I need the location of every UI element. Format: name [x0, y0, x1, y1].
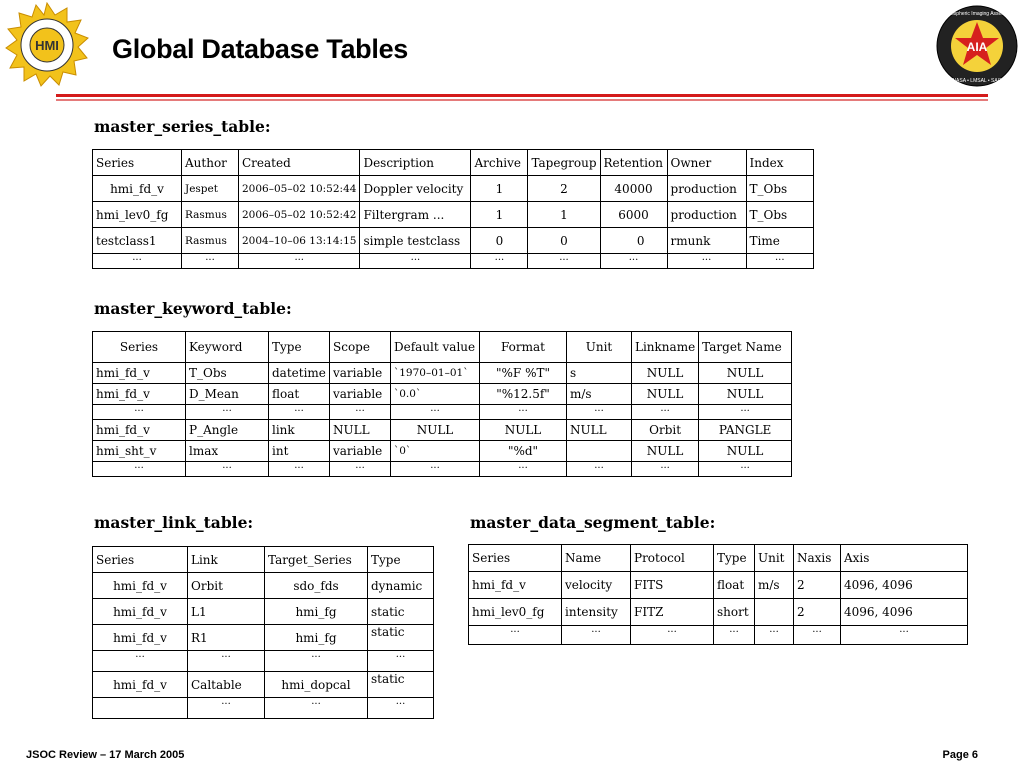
header-cell: Tapegroup — [528, 150, 600, 176]
table-cell: NULL — [699, 384, 792, 405]
table-cell: Rasmus — [182, 228, 239, 254]
table-row — [93, 599, 434, 625]
ellipsis-cell: ... — [391, 462, 480, 477]
header-cell: Owner — [667, 150, 746, 176]
ellipsis-cell: ... — [269, 405, 330, 420]
table-cell: `0` — [391, 441, 480, 462]
ellipsis-cell: ... — [239, 254, 360, 269]
table-cell: hmi_fd_v — [93, 599, 188, 625]
ellipsis-cell: ... — [841, 626, 968, 645]
header-cell: Unit — [567, 332, 632, 363]
table-cell: T_Obs — [746, 202, 813, 228]
table-cell: Orbit — [632, 420, 699, 441]
header-cell: Type — [714, 545, 755, 572]
aia-ring-bottom-text: NASA • LMSAL • SAO — [952, 78, 1002, 84]
table-cell: FITS — [631, 572, 714, 599]
table-row — [469, 599, 968, 626]
table-cell: NULL — [330, 420, 391, 441]
ellipsis-cell: ... — [93, 405, 186, 420]
ellipsis-cell: ... — [528, 254, 600, 269]
table-cell: datetime — [269, 363, 330, 384]
table-cell: 2006–05–02 10:52:44 — [239, 176, 360, 202]
ellipsis-cell — [93, 698, 188, 719]
header-cell: Target Name — [699, 332, 792, 363]
ellipsis-cell: ... — [632, 405, 699, 420]
table-cell: m/s — [755, 572, 794, 599]
table-cell: hmi_sht_v — [93, 441, 186, 462]
table-cell: hmi_fd_v — [469, 572, 562, 599]
ellipsis-cell: ... — [368, 651, 434, 672]
table-cell: FITZ — [631, 599, 714, 626]
table-cell: hmi_fd_v — [93, 384, 186, 405]
ellipsis-cell: ... — [632, 462, 699, 477]
ellipsis-cell: ... — [391, 405, 480, 420]
header-cell: Description — [360, 150, 471, 176]
table-cell: T_Obs — [746, 176, 813, 202]
table-cell: float — [714, 572, 755, 599]
table-cell: 2006–05–02 10:52:42 — [239, 202, 360, 228]
table-cell: NULL — [632, 384, 699, 405]
table-cell: 1 — [471, 202, 528, 228]
table-cell: NULL — [699, 363, 792, 384]
ellipsis-cell: ... — [567, 405, 632, 420]
table-cell: hmi_fd_v — [93, 176, 182, 202]
table-cell: velocity — [562, 572, 631, 599]
title-rule-shadow — [56, 99, 988, 101]
table-row — [93, 420, 792, 441]
ellipsis-cell: ... — [368, 698, 434, 719]
title-rule — [56, 94, 988, 97]
table-cell: int — [269, 441, 330, 462]
table-row — [469, 572, 968, 599]
table-cell: "%12.5f" — [480, 384, 567, 405]
ellipsis-cell: ... — [186, 462, 269, 477]
ellipsis-cell: ... — [360, 254, 471, 269]
ellipsis-cell: ... — [182, 254, 239, 269]
table-cell: static — [368, 599, 434, 625]
table-cell: testclass1 — [93, 228, 182, 254]
table-cell: 0 — [600, 228, 667, 254]
segment-table-label: master_data_segment_table: — [470, 513, 716, 532]
ellipsis-cell: ... — [186, 405, 269, 420]
table-cell: 40000 — [600, 176, 667, 202]
ellipsis-cell: ... — [188, 651, 265, 672]
header-cell: Author — [182, 150, 239, 176]
table-cell: hmi_fd_v — [93, 420, 186, 441]
table-cell: dynamic — [368, 573, 434, 599]
ellipsis-cell: ... — [562, 626, 631, 645]
ellipsis-cell: ... — [269, 462, 330, 477]
ellipsis-cell: ... — [471, 254, 528, 269]
table-cell: hmi_fg — [265, 599, 368, 625]
table-cell — [567, 441, 632, 462]
aia-logo-text: AIA — [966, 40, 988, 54]
table-cell: link — [269, 420, 330, 441]
table-cell: Rasmus — [182, 202, 239, 228]
ellipsis-cell: ... — [746, 254, 813, 269]
table-cell: 2 — [528, 176, 600, 202]
table-cell: R1 — [188, 625, 265, 651]
hmi-logo-icon — [4, 2, 90, 88]
table-row — [93, 625, 434, 651]
table-cell: Doppler velocity — [360, 176, 471, 202]
master-data-segment-table — [468, 544, 968, 645]
ellipsis-row — [93, 651, 434, 672]
footer-page-number: Page 6 — [942, 749, 978, 761]
ellipsis-cell: ... — [93, 651, 188, 672]
table-cell: static — [368, 672, 434, 698]
master-keyword-table — [92, 331, 792, 477]
table-cell: hmi_fg — [265, 625, 368, 651]
header-cell: Series — [469, 545, 562, 572]
table-row — [93, 202, 814, 228]
table-cell: production — [667, 176, 746, 202]
header-cell: Unit — [755, 545, 794, 572]
table-cell: Caltable — [188, 672, 265, 698]
aia-ring-top-text: Atmospheric Imaging Assembly — [942, 11, 1012, 17]
link-table-label: master_link_table: — [94, 513, 254, 532]
header-cell: Protocol — [631, 545, 714, 572]
table-cell: variable — [330, 363, 391, 384]
slide-title: Global Database Tables — [112, 34, 409, 64]
ellipsis-cell: ... — [600, 254, 667, 269]
keyword-table-label: master_keyword_table: — [94, 299, 292, 318]
header-cell: Keyword — [186, 332, 269, 363]
table-row — [93, 363, 792, 384]
ellipsis-cell: ... — [480, 462, 567, 477]
header-cell: Name — [562, 545, 631, 572]
table-cell: NULL — [632, 441, 699, 462]
table-cell: 1 — [528, 202, 600, 228]
table-row — [93, 176, 814, 202]
header-cell: Link — [188, 547, 265, 573]
table-cell: 2004–10–06 13:14:15 — [239, 228, 360, 254]
table-cell: "%d" — [480, 441, 567, 462]
table-cell: 6000 — [600, 202, 667, 228]
table-cell: hmi_fd_v — [93, 672, 188, 698]
header-cell: Scope — [330, 332, 391, 363]
table-cell: simple testclass — [360, 228, 471, 254]
table-cell: NULL — [391, 420, 480, 441]
table-cell: hmi_dopcal — [265, 672, 368, 698]
ellipsis-cell: ... — [469, 626, 562, 645]
table-cell: m/s — [567, 384, 632, 405]
ellipsis-cell: ... — [631, 626, 714, 645]
series-table-label: master_series_table: — [94, 117, 271, 136]
ellipsis-cell: ... — [567, 462, 632, 477]
table-row — [93, 573, 434, 599]
table-cell: P_Angle — [186, 420, 269, 441]
footer-date: JSOC Review – 17 March 2005 — [26, 749, 185, 761]
ellipsis-cell: ... — [480, 405, 567, 420]
table-cell: hmi_fd_v — [93, 625, 188, 651]
table-cell: Orbit — [188, 573, 265, 599]
ellipsis-row — [93, 405, 792, 420]
header-cell: Linkname — [632, 332, 699, 363]
aia-logo-icon — [934, 4, 1020, 88]
table-cell: PANGLE — [699, 420, 792, 441]
ellipsis-row — [469, 626, 968, 645]
table-cell: intensity — [562, 599, 631, 626]
table-cell: static — [368, 625, 434, 651]
header-cell: Target_Series — [265, 547, 368, 573]
ellipsis-cell: ... — [188, 698, 265, 719]
table-cell: Jespet — [182, 176, 239, 202]
table-cell: Filtergram ... — [360, 202, 471, 228]
ellipsis-cell: ... — [265, 698, 368, 719]
ellipsis-cell: ... — [755, 626, 794, 645]
table-cell: NULL — [480, 420, 567, 441]
table-cell: hmi_fd_v — [93, 363, 186, 384]
table-cell: hmi_fd_v — [93, 573, 188, 599]
table-header-row — [93, 332, 792, 363]
table-row — [93, 228, 814, 254]
ellipsis-cell: ... — [93, 254, 182, 269]
table-cell: variable — [330, 384, 391, 405]
header-cell: Type — [368, 547, 434, 573]
ellipsis-cell: ... — [794, 626, 841, 645]
header-cell: Axis — [841, 545, 968, 572]
header-cell: Retention — [600, 150, 667, 176]
table-cell: D_Mean — [186, 384, 269, 405]
table-cell: NULL — [632, 363, 699, 384]
table-cell: production — [667, 202, 746, 228]
header-cell: Series — [93, 547, 188, 573]
header-cell: Naxis — [794, 545, 841, 572]
table-cell: NULL — [567, 420, 632, 441]
table-cell — [755, 599, 794, 626]
ellipsis-cell: ... — [330, 462, 391, 477]
table-row — [93, 384, 792, 405]
table-cell: "%F %T" — [480, 363, 567, 384]
header-cell: Series — [93, 150, 182, 176]
header-cell: Created — [239, 150, 360, 176]
table-cell: L1 — [188, 599, 265, 625]
table-cell: 2 — [794, 572, 841, 599]
table-cell: 4096, 4096 — [841, 599, 968, 626]
table-cell: rmunk — [667, 228, 746, 254]
table-header-row — [93, 547, 434, 573]
table-cell: lmax — [186, 441, 269, 462]
table-cell: variable — [330, 441, 391, 462]
header-cell: Archive — [471, 150, 528, 176]
table-cell: `1970–01–01` — [391, 363, 480, 384]
table-cell: Time — [746, 228, 813, 254]
table-cell: hmi_lev0_fg — [469, 599, 562, 626]
table-row — [93, 441, 792, 462]
table-cell: `0.0` — [391, 384, 480, 405]
table-header-row — [93, 150, 814, 176]
table-cell: T_Obs — [186, 363, 269, 384]
table-row — [93, 672, 434, 698]
header-cell: Index — [746, 150, 813, 176]
table-cell: float — [269, 384, 330, 405]
header-cell: Format — [480, 332, 567, 363]
master-link-table — [92, 546, 434, 719]
ellipsis-row — [93, 254, 814, 269]
table-cell: 2 — [794, 599, 841, 626]
table-cell: 0 — [471, 228, 528, 254]
table-cell: short — [714, 599, 755, 626]
ellipsis-cell: ... — [265, 651, 368, 672]
ellipsis-cell: ... — [699, 462, 792, 477]
ellipsis-cell: ... — [330, 405, 391, 420]
table-cell: 0 — [528, 228, 600, 254]
table-cell: 4096, 4096 — [841, 572, 968, 599]
ellipsis-cell: ... — [93, 462, 186, 477]
table-cell: 1 — [471, 176, 528, 202]
ellipsis-cell: ... — [699, 405, 792, 420]
table-cell: NULL — [699, 441, 792, 462]
header-cell: Default value — [391, 332, 480, 363]
table-cell: s — [567, 363, 632, 384]
header-cell: Type — [269, 332, 330, 363]
hmi-logo-text: HMI — [35, 38, 59, 53]
ellipsis-row — [93, 462, 792, 477]
table-cell: sdo_fds — [265, 573, 368, 599]
ellipsis-cell: ... — [714, 626, 755, 645]
ellipsis-row — [93, 698, 434, 719]
ellipsis-cell: ... — [667, 254, 746, 269]
header-cell: Series — [93, 332, 186, 363]
master-series-table — [92, 149, 814, 269]
table-header-row — [469, 545, 968, 572]
table-cell: hmi_lev0_fg — [93, 202, 182, 228]
